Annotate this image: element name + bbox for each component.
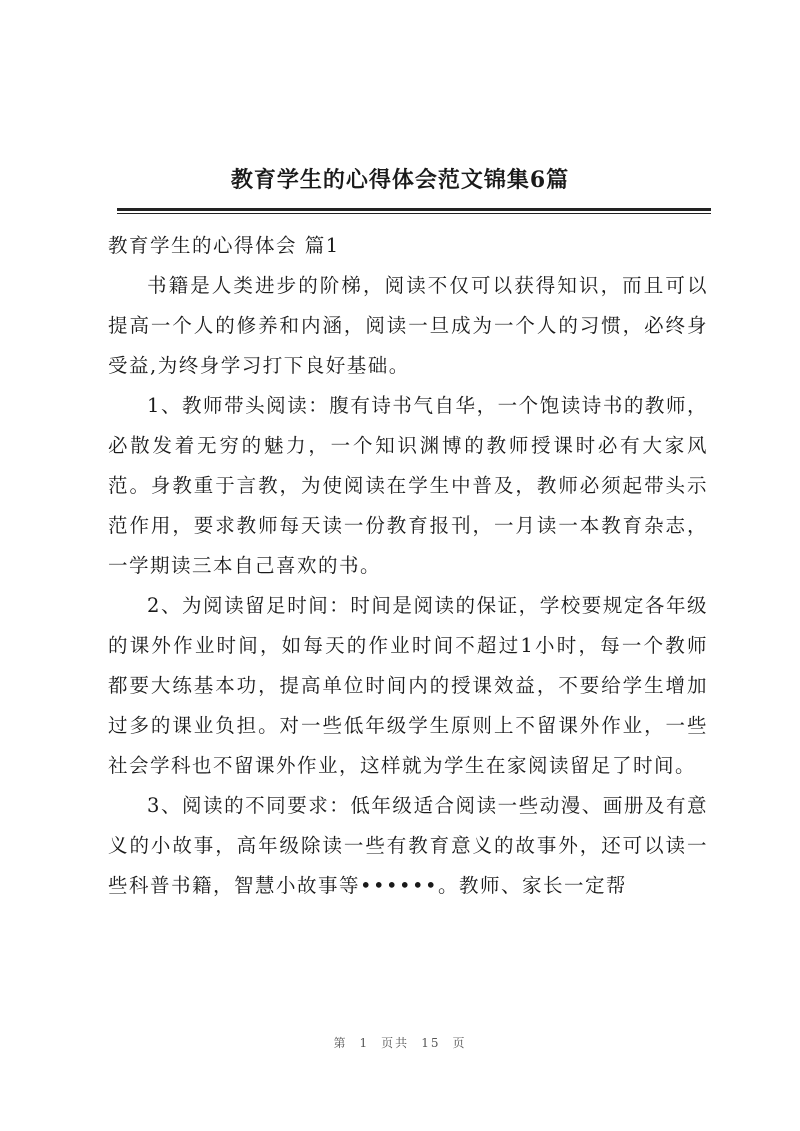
paragraph-intro: 书籍是人类进步的阶梯，阅读不仅可以获得知识，而且可以提高一个人的修养和内涵，阅读一旦成为一个人的习惯，必终身受益,为终身学习打下良好基础。 [108,274,708,377]
title-divider [117,208,711,214]
footer-total-unit: 页 [452,1036,467,1050]
paragraph-point-2: 2、为阅读留足时间：时间是阅读的保证，学校要规定各年级的课外作业时间，如每天的作业时间不超过1小时，每一个教师都要大练基本功，提高单位时间内的授课效益，不要给学生增加过多的课业负担。对一些低年级学生原则上不留课外作业，一些社会学科也不留课外作业，这样就为学生在家阅读留足了时间。 [108,594,708,777]
footer-total-pages: 15 [421,1036,441,1050]
paragraph-point-1: 1、教师带头阅读：腹有诗书气自华，一个饱读诗书的教师，必散发着无穷的魅力，一个知识渊博的教师授课时必有大家风范。身教重于言教，为使阅读在学生中普及，教师必须起带头示范作用，要求教师每天读一份教育报刊，一月读一本教育杂志，一学期读三本自己喜欢的书。 [108,394,708,577]
document-body [108,226,708,906]
section-heading: 教育学生的心得体会 篇1 [108,234,340,257]
footer-page-label: 第 [333,1036,348,1050]
paragraph-point-3: 3、阅读的不同要求：低年级适合阅读一些动漫、画册及有意义的小故事，高年级除读一些有教育意义的故事外，还可以读一些科普书籍，智慧小故事等••••••。教师、家长一定帮 [108,794,708,897]
footer-page-unit: 页共 [381,1036,410,1050]
page-footer [0,1034,800,1051]
document-title: 教育学生的心得体会范文锦集6篇 [230,167,570,193]
footer-page-number: 1 [359,1036,370,1050]
